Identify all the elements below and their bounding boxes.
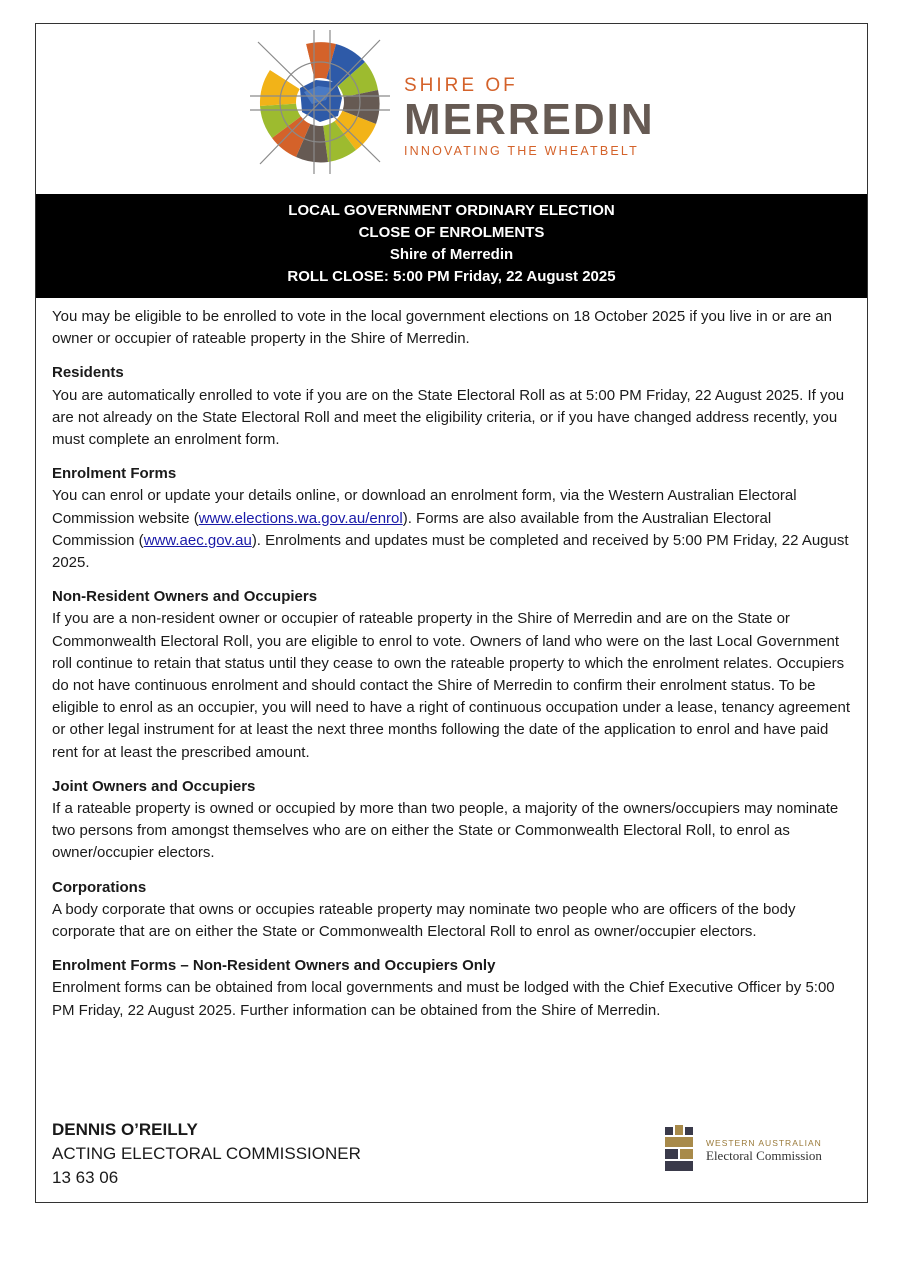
enrolment-text-a: You can enrol or update your details online, or download an enrolment form, via the Western Australian Electoral Commission website ( — [52, 487, 797, 527]
nonres-only-heading: Enrolment Forms – Non-Resident Owners and Occupiers Only — [52, 957, 496, 975]
waec-line-2: Electoral Commission — [706, 1148, 822, 1163]
waec-emblem-icon — [664, 1125, 694, 1171]
waec-logo-text — [706, 1138, 822, 1163]
notice-page — [35, 23, 868, 1203]
corporations-paragraph: A body corporate that owns or occupies rateable property may nominate two people who are officers of the body corporate that are on either the State or Commonwealth Electoral Roll to enrol as owner/occupier electors. — [52, 900, 796, 941]
banner-line-2: CLOSE OF ENROLMENTS — [358, 224, 545, 241]
shire-logo — [36, 24, 867, 194]
non-resident-heading: Non-Resident Owners and Occupiers — [52, 588, 318, 606]
shire-wheel-logo-icon — [250, 30, 400, 180]
banner-line-3: Shire of Merredin — [389, 246, 514, 263]
commissioner-title: ACTING ELECTORAL COMMISSIONER — [52, 1144, 361, 1163]
waec-logo — [664, 1125, 864, 1175]
banner-line-1: LOCAL GOVERNMENT ORDINARY ELECTION — [288, 202, 615, 219]
logo-merredin: MERREDIN — [404, 95, 655, 144]
non-resident-paragraph: If you are a non-resident owner or occupier of rateable property in the Shire of Merredin and are on the State or Commonwealth Electoral Roll, you are eligible to enrol to vote. Owners of land who were on the last Local Government roll continue to retain that status until they cease to own the rateable property to which the enrolment relates. Occupiers do not have continuous enrolment and should contact the Shire of Merredin to confirm their enrolment status. To be eligible to enrol as an occupier, you will need to have a right of continuous occupation under a lease, tenancy agreement or other legal instrument for at least the next three months following the date of the application to enrol and have paid rent for at least the prescribed amount. — [52, 610, 851, 761]
enrolment-text-c: ). Enrolments and updates must be completed and received by 5:00 PM Friday, 22 August 2025. — [52, 531, 849, 572]
title-banner — [36, 194, 867, 298]
enrolment-forms-paragraph — [52, 485, 856, 574]
logo-shire-of: SHIRE OF — [404, 75, 518, 96]
commissioner-name: DENNIS O’REILLY — [52, 1120, 198, 1139]
shire-logo-text — [404, 76, 655, 158]
joint-owners-heading: Joint Owners and Occupiers — [52, 777, 256, 795]
residents-paragraph: You are automatically enrolled to vote if you are on the State Electoral Roll as at 5:00 PM Friday, 22 August 2025. If you are not already on the State Electoral Roll and meet the eligibility criteria, or if you have changed address recently, you must complete an enrolment form. — [52, 386, 845, 449]
intro-paragraph: You may be eligible to be enrolled to vote in the local government elections on 18 October 2025 if you live in or are an owner or occupier of rateable property in the Shire of Merredin. — [52, 308, 832, 348]
contact-phone: 13 63 06 — [52, 1168, 119, 1187]
notice-body — [52, 306, 856, 1034]
logo-tagline: INNOVATING THE WHEATBELT — [404, 144, 639, 158]
waec-line-1: WESTERN AUSTRALIAN — [706, 1138, 822, 1148]
residents-heading: Residents — [52, 364, 124, 382]
enrolment-text-b: ). Forms are also available from the Australian Electoral Commission ( — [52, 509, 772, 549]
waec-enrol-link[interactable]: www.elections.wa.gov.au/enrol — [198, 509, 403, 527]
nonres-only-paragraph: Enrolment forms can be obtained from local governments and must be lodged with the Chief Executive Officer by 5:00 PM Friday, 22 August 2025. Further information can be obtained from the Shire of Merredin. — [52, 979, 835, 1019]
signature-block — [52, 1118, 361, 1190]
banner-line-4: ROLL CLOSE: 5:00 PM Friday, 22 August 2025 — [287, 268, 616, 285]
joint-owners-paragraph: If a rateable property is owned or occupied by more than two people, a majority of the owners/occupiers may nominate two persons from amongst themselves who are on either the State or Commonwealth Electoral Roll, to enrol as owner/occupier electors. — [52, 800, 839, 862]
corporations-heading: Corporations — [52, 878, 147, 896]
enrolment-forms-heading: Enrolment Forms — [52, 465, 177, 483]
aec-link[interactable]: www.aec.gov.au — [143, 531, 252, 549]
